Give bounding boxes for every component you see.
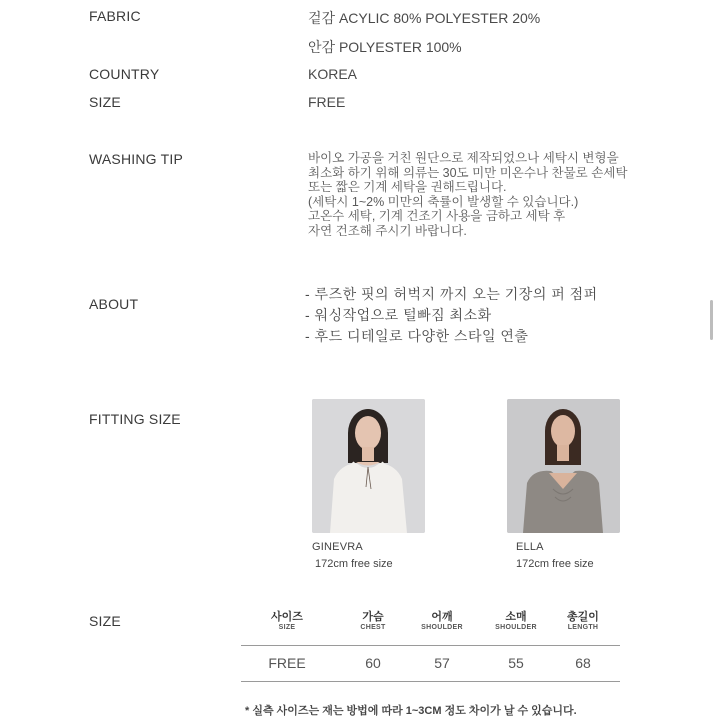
measurement-note: * 실측 사이즈는 재는 방법에 따라 1~3CM 정도 차이가 날 수 있습니다.: [245, 705, 577, 717]
table-divider-top: [241, 645, 620, 646]
cell-size: FREE: [268, 655, 306, 671]
model-info-ginevra: 172cm free size: [315, 558, 393, 570]
header-ko: 사이즈: [271, 611, 303, 623]
washing-line: 바이오 가공을 거친 원단으로 제작되었으나 세탁시 변형을: [308, 151, 619, 165]
washing-line: 최소화 하기 위해 의류는 30도 미만 미온수나 찬물로 손세탁: [308, 165, 628, 180]
country-label: COUNTRY: [89, 66, 160, 82]
size-table-label: SIZE: [89, 613, 121, 629]
washing-tip-label: WASHING TIP: [89, 151, 183, 167]
model-photo-ginevra: [312, 399, 425, 533]
header-en: CHEST: [360, 624, 386, 631]
model-name-ella: ELLA: [516, 541, 544, 553]
fabric-label: FABRIC: [89, 8, 141, 24]
about-line: - 루즈한 핏의 허벅지 까지 오는 기장의 퍼 점퍼: [305, 286, 598, 302]
about-text: [305, 284, 598, 347]
header-size: [252, 611, 322, 632]
header-ko: 총길이: [567, 611, 599, 623]
cell-chest: 60: [365, 655, 381, 671]
about-line: - 워싱작업으로 털빠짐 최소화: [305, 307, 492, 323]
header-en: SIZE: [278, 624, 296, 631]
cell-sleeve: 55: [508, 655, 524, 671]
header-ko: 소매: [505, 611, 527, 623]
fabric-inner: 안감 POLYESTER 100%: [308, 39, 462, 55]
cell-length: 68: [575, 655, 591, 671]
country-value: KOREA: [308, 66, 358, 82]
washing-line: 또는 짧은 기계 세탁을 권해드립니다.: [308, 180, 507, 195]
cell-shoulder: 57: [434, 655, 450, 671]
size-value: FREE: [308, 94, 346, 110]
model-name-ginevra: GINEVRA: [312, 541, 363, 553]
header-en: SHOULDER: [421, 624, 463, 631]
header-sleeve: [481, 611, 551, 632]
header-en: SHOULDER: [495, 624, 537, 631]
header-ko: 가슴: [362, 611, 384, 623]
washing-line: 자연 건조해 주시기 바랍니다.: [308, 223, 467, 238]
header-ko: 어깨: [431, 611, 453, 623]
header-shoulder: [407, 611, 477, 632]
header-chest: [338, 611, 408, 632]
size-label: SIZE: [89, 94, 121, 110]
about-label: ABOUT: [89, 296, 139, 312]
washing-line: 고온수 세탁, 기계 건조기 사용을 금하고 세탁 후: [308, 209, 566, 224]
fitting-size-label: FITTING SIZE: [89, 411, 181, 427]
fabric-outer: 겉감 ACYLIC 80% POLYESTER 20%: [308, 10, 541, 26]
scrollbar-thumb[interactable]: [710, 300, 713, 340]
header-length: [548, 611, 618, 632]
table-divider-bottom: [241, 681, 620, 682]
header-en: LENGTH: [567, 624, 599, 631]
about-line: - 후드 디테일로 다양한 스타일 연출: [305, 328, 529, 344]
model-info-ella: 172cm free size: [516, 558, 594, 570]
washing-line: (세탁시 1~2% 미만의 축률이 발생할 수 있습니다.): [308, 194, 579, 209]
washing-tip-text: [308, 151, 698, 239]
model-photo-ella: [507, 399, 620, 533]
